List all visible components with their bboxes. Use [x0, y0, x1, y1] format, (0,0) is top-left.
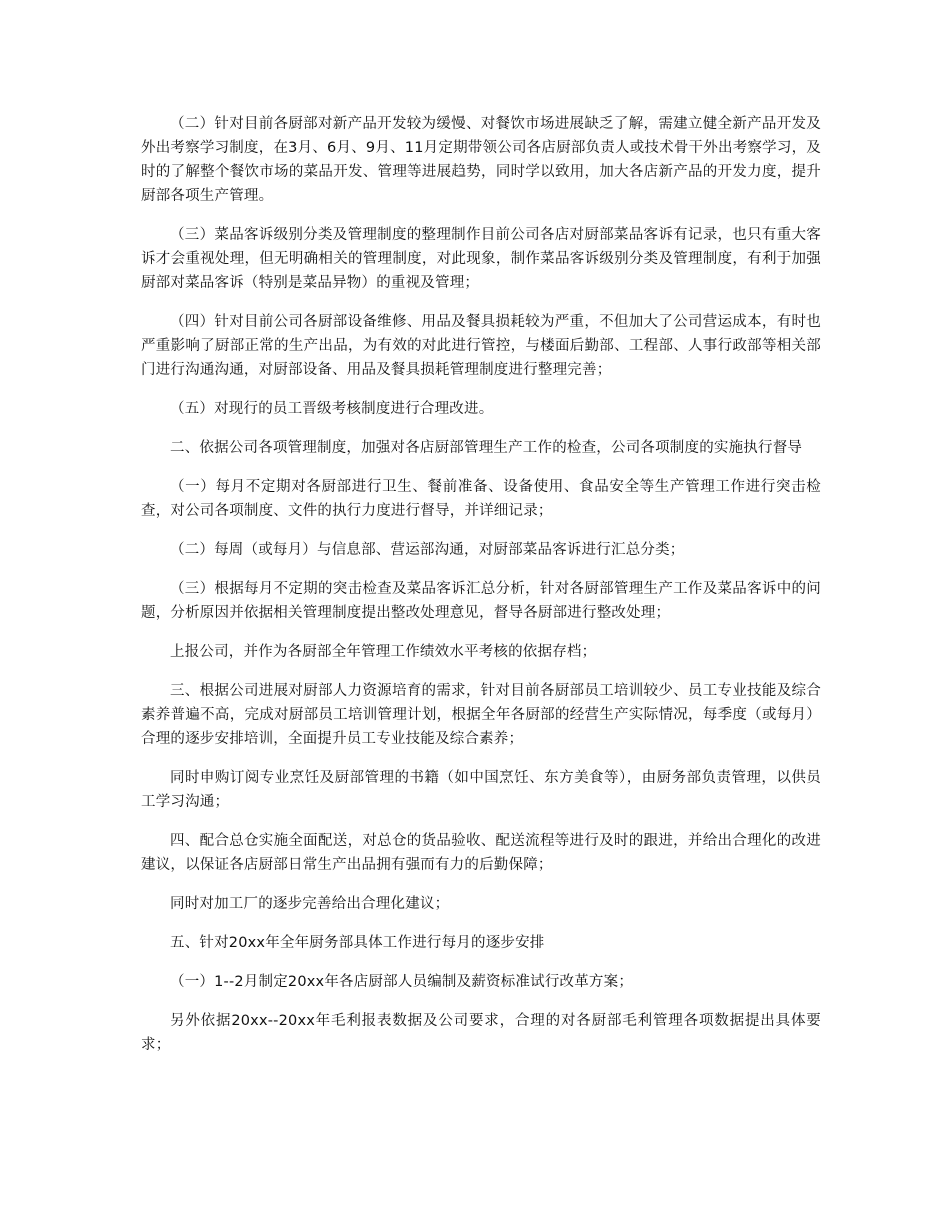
- section-heading-two: 二、依据公司各项管理制度，加强对各店厨部管理生产工作的检查，公司各项制度的实施执行督导: [170, 440, 803, 456]
- paragraph-weekly-communication: （二）每周（或每月）与信息部、营运部沟通，对厨部菜品客诉进行汇总分类；: [170, 542, 685, 558]
- paragraph-books-subscription: 同时申购订阅专业烹饪及厨部管理的书籍（如中国烹饪、东方美食等），由厨务部负责管理，以供员工学习沟通；: [141, 770, 821, 810]
- document-page: [141, 112, 821, 1072]
- section-heading-five: 五、针对20xx年全年厨务部具体工作进行每月的逐步安排: [170, 935, 545, 951]
- paragraph-monthly-inspection: （一）每月不定期对各厨部进行卫生、餐前准备、设备使用、食品安全等生产管理工作进行突击检查，对公司各项制度、文件的执行力度进行督导，并详细记录；: [141, 479, 821, 519]
- paragraph-report-archive: 上报公司，并作为各厨部全年管理工作绩效水平考核的依据存档；: [170, 644, 597, 660]
- paragraph-rectification: （三）根据每月不定期的突击检查及菜品客诉汇总分析，针对各厨部管理生产工作及菜品客诉中的问题，分析原因并依据相关管理制度提出整改处理意见，督导各厨部进行整改处理；: [141, 581, 821, 621]
- section-heading-four: 四、配合总仓实施全面配送，对总仓的货品验收、配送流程等进行及时的跟进，并给出合理化的改进建议，以保证各店厨部日常生产出品拥有强而有力的后勤保障；: [141, 833, 821, 873]
- paragraph-product-development: （二）针对目前各厨部对新产品开发较为缓慢、对餐饮市场进展缺乏了解，需建立健全新产品开发及外出考察学习制度，在3月、6月、9月、11月定期带领公司各店厨部负责人或技术骨干外出考察学习，及时的了解整个餐饮市场的菜品开发、管理等进展趋势，同时学以致用，加大各店新产品的开发力度，提升厨部各项生产管理。: [141, 116, 821, 204]
- paragraph-complaint-classification: （三）菜品客诉级别分类及管理制度的整理制作目前公司各店对厨部菜品客诉有记录，也只有重大客诉才会重视处理，但无明确相关的管理制度，对此现象，制作菜品客诉级别分类及管理制度，有利于加强厨部对菜品客诉（特别是菜品异物）的重视及管理；: [141, 227, 821, 291]
- paragraph-processing-plant: 同时对加工厂的逐步完善给出合理化建议；: [170, 896, 450, 912]
- paragraph-gross-margin: 另外依据20xx--20xx年毛利报表数据及公司要求，合理的对各厨部毛利管理各项数据提出具体要求；: [141, 1013, 821, 1053]
- paragraph-jan-feb-plan: （一）1--2月制定20xx年各店厨部人员编制及薪资标准试行改革方案；: [170, 974, 634, 990]
- section-heading-three: 三、根据公司进展对厨部人力资源培育的需求，针对目前各厨部员工培训较少、员工专业技能及综合素养普遍不高，完成对厨部员工培训管理计划，根据全年各厨部的经营生产实际情况，每季度（或每月）合理的逐步安排培训，全面提升员工专业技能及综合素养；: [141, 683, 821, 747]
- paragraph-equipment-loss: （四）针对目前公司各厨部设备维修、用品及餐具损耗较为严重，不但加大了公司营运成本，有时也严重影响了厨部正常的生产出品，为有效的对此进行管控，与楼面后勤部、工程部、人事行政部等相关部门进行沟通沟通，对厨部设备、用品及餐具损耗管理制度进行整理完善；: [141, 314, 821, 378]
- paragraph-promotion-assessment: （五）对现行的员工晋级考核制度进行合理改进。: [170, 401, 494, 417]
